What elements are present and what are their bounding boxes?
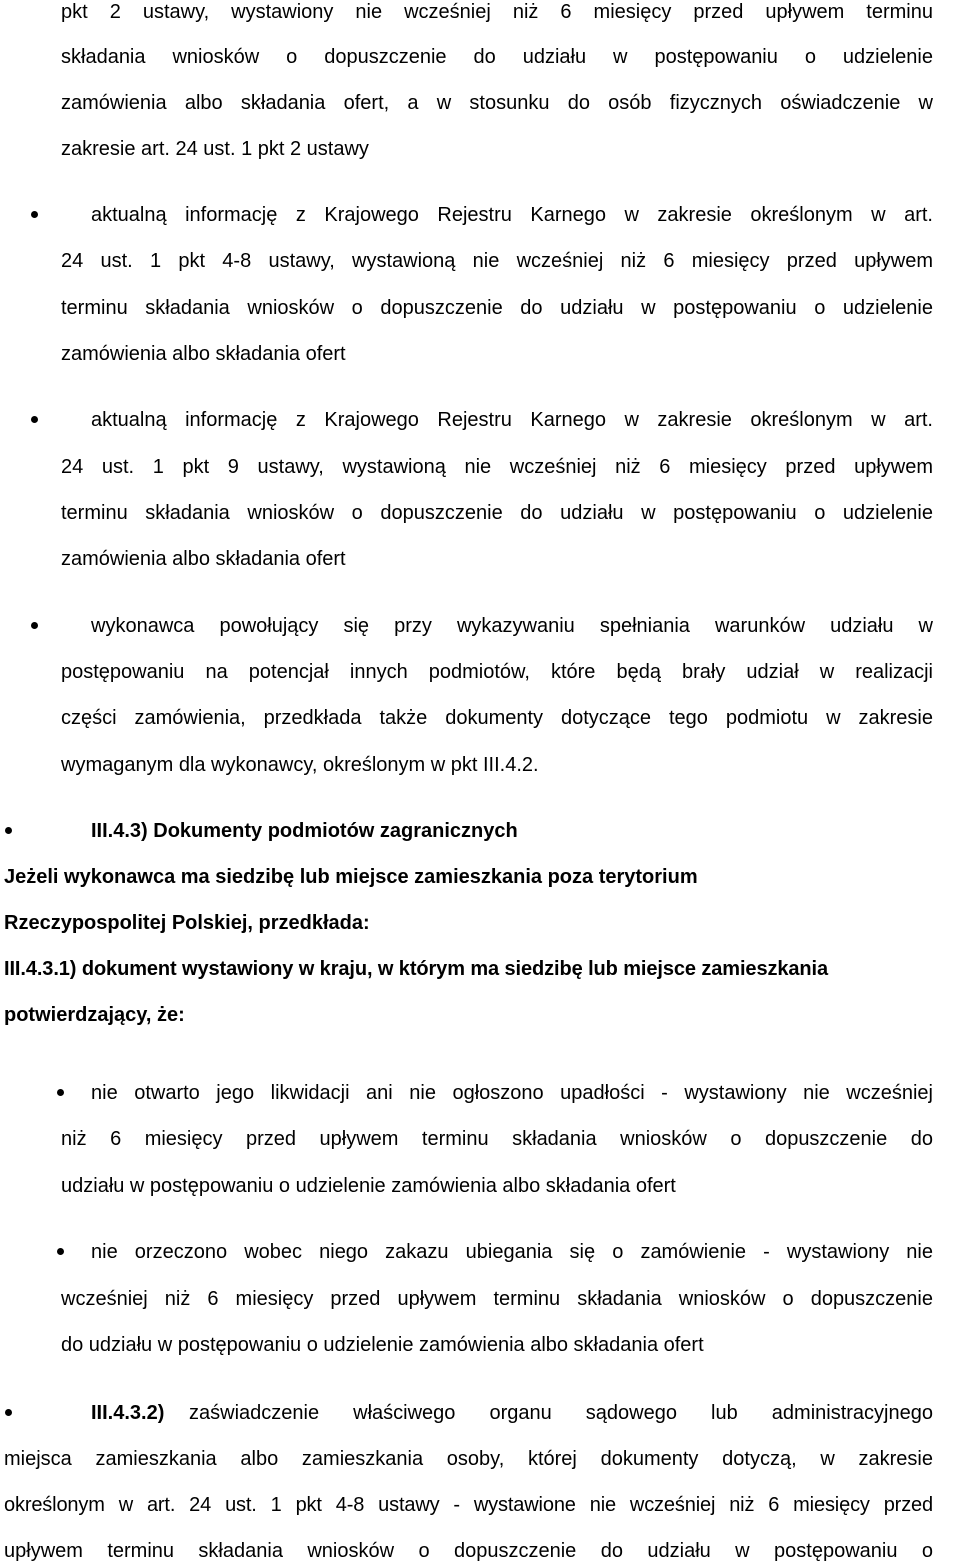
list-item-line: terminu składania wniosków o dopuszczenie do udziału w postępowaniu o udzielenie xyxy=(61,297,933,319)
list-item-line: 24 ust. 1 pkt 4-8 ustawy, wystawioną nie wcześniej niż 6 miesięcy przed upływem xyxy=(61,250,933,272)
subsection-line: miejsca zamieszkania albo zamieszkania osoby, której dokumenty dotyczą, w zakresie xyxy=(4,1448,933,1470)
list-item-line: postępowaniu na potencjał innych podmiotów, które będą brały udział w realizacji xyxy=(61,661,933,683)
bullet-icon xyxy=(31,622,38,629)
list-item-line: terminu składania wniosków o dopuszczenie do udziału w postępowaniu o udzielenie xyxy=(61,502,933,524)
bullet-icon xyxy=(31,416,38,423)
paragraph-line: składania wniosków o dopuszczenie do udziału w postępowaniu o udzielenie xyxy=(61,46,933,68)
list-item-line: nie orzeczono wobec niego zakazu ubiegania się o zamówienie - wystawiony nie xyxy=(91,1241,933,1263)
subsection-line: potwierdzający, że: xyxy=(4,1004,185,1026)
intro-line: Rzeczypospolitej Polskiej, przedkłada: xyxy=(4,912,370,934)
bullet-icon xyxy=(57,1248,64,1255)
subsection-line: określonym w art. 24 ust. 1 pkt 4-8 ustawy - wystawione nie wcześniej niż 6 miesięcy przed xyxy=(4,1494,933,1516)
list-item-line: części zamówienia, przedkłada także dokumenty dotyczące tego podmiotu w zakresie xyxy=(61,707,933,729)
section-heading: III.4.3) Dokumenty podmiotów zagranicznych xyxy=(91,820,518,842)
list-item-line: do udziału w postępowaniu o udzielenie zamówienia albo składania ofert xyxy=(61,1334,704,1356)
list-item-line: wcześniej niż 6 miesięcy przed upływem terminu składania wniosków o dopuszczenie xyxy=(61,1288,933,1310)
paragraph-line: pkt 2 ustawy, wystawiony nie wcześniej niż 6 miesięcy przed upływem terminu xyxy=(61,1,933,23)
list-item-line: aktualną informację z Krajowego Rejestru Karnego w zakresie określonym w art. xyxy=(91,204,933,226)
list-item-line: niż 6 miesięcy przed upływem terminu składania wniosków o dopuszczenie do xyxy=(61,1128,933,1150)
paragraph-line: zamówienia albo składania ofert, a w stosunku do osób fizycznych oświadczenie w xyxy=(61,92,933,114)
subsection-label: III.4.3.2) xyxy=(91,1402,165,1424)
subsection-line: upływem terminu składania wniosków o dopuszczenie do udziału w postępowaniu o xyxy=(4,1540,933,1562)
list-item-line: zamówienia albo składania ofert xyxy=(61,548,346,570)
list-item-line: udziału w postępowaniu o udzielenie zamówienia albo składania ofert xyxy=(61,1175,676,1197)
paragraph-line: zakresie art. 24 ust. 1 pkt 2 ustawy xyxy=(61,138,369,160)
list-item-line: 24 ust. 1 pkt 9 ustawy, wystawioną nie wcześniej niż 6 miesięcy przed upływem xyxy=(61,456,933,478)
intro-line: Jeżeli wykonawca ma siedzibę lub miejsce zamieszkania poza terytorium xyxy=(4,866,698,888)
list-item-line: nie otwarto jego likwidacji ani nie ogłoszono upadłości - wystawiony nie wcześniej xyxy=(91,1082,933,1104)
list-item-line: wykonawca powołujący się przy wykazywaniu spełniania warunków udziału w xyxy=(91,615,933,637)
bullet-icon xyxy=(5,1409,12,1416)
list-item-line: zamówienia albo składania ofert xyxy=(61,343,346,365)
bullet-icon xyxy=(57,1089,64,1096)
bullet-icon xyxy=(5,827,12,834)
subsection-line: III.4.3.1) dokument wystawiony w kraju, w którym ma siedzibę lub miejsce zamieszkania xyxy=(4,958,829,980)
subsection-line: zaświadczenie właściwego organu sądowego lub administracyjnego xyxy=(189,1402,933,1424)
list-item-line: wymaganym dla wykonawcy, określonym w pkt III.4.2. xyxy=(61,754,539,776)
bullet-icon xyxy=(31,211,38,218)
list-item-line: aktualną informację z Krajowego Rejestru Karnego w zakresie określonym w art. xyxy=(91,409,933,431)
